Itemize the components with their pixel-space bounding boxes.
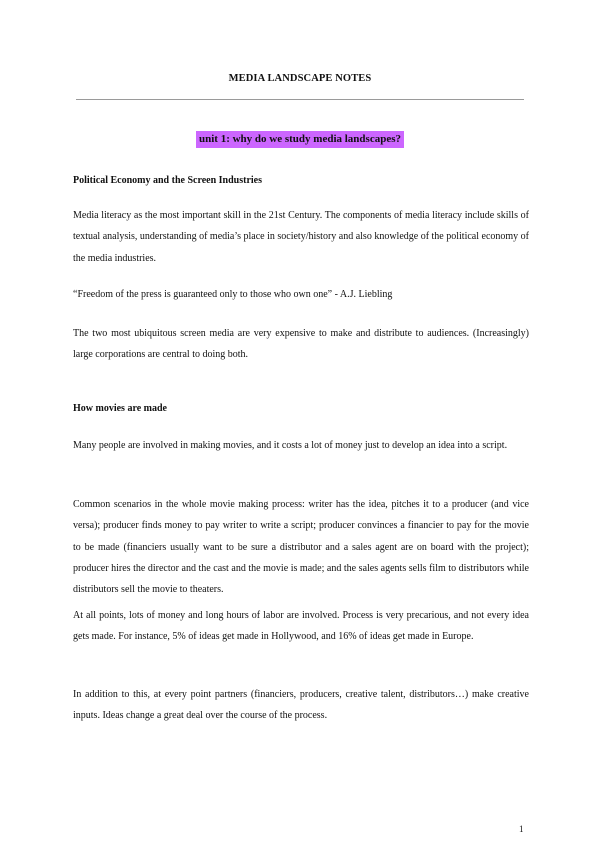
- unit-heading-row: [0, 129, 600, 148]
- paragraph-liebling-quote: “Freedom of the press is guaranteed only to those who own one” - A.J. Liebling: [73, 289, 393, 300]
- paragraph-screen-media: The two most ubiquitous screen media are very expensive to make and distribute to audiences. (Increasingly) large corporations are central to doing both.: [73, 328, 529, 361]
- paragraph-money-and-labor: At all points, lots of money and long hours of labor are involved. Process is very precarious, and not every idea gets made. For instance, 5% of ideas get made in Hollywood, and 16% of ideas get made in Europe.: [73, 610, 529, 643]
- paragraph-creative-inputs: In addition to this, at every point partners (financiers, producers, creative talent, distributors…) make creative inputs. Ideas change a great deal over the course of the process.: [73, 689, 529, 722]
- paragraph-media-literacy: Media literacy as the most important skill in the 21st Century. The components of media literacy include skills of textual analysis, understanding of media’s place in society/history and also knowledge of the political economy of the media industries.: [73, 210, 529, 264]
- title-divider: [76, 99, 524, 100]
- section-heading-how-movies-are-made: How movies are made: [73, 403, 167, 414]
- section-heading-political-economy: Political Economy and the Screen Industries: [73, 175, 262, 186]
- unit-heading: unit 1: why do we study media landscapes?: [196, 131, 404, 148]
- document-title: MEDIA LANDSCAPE NOTES: [228, 73, 372, 84]
- paragraph-many-people: Many people are involved in making movies, and it costs a lot of money just to develop an idea into a script.: [73, 440, 508, 451]
- page-number: 1: [519, 824, 524, 834]
- paragraph-common-scenarios: Common scenarios in the whole movie making process: writer has the idea, pitches it to a producer (and vice versa); producer finds money to pay writer to write a script; producer convinces a financier to pay for the movie to be made (financiers usually want to be sure a distributor and a sales agent are on board with the project); producer hires the director and the cast and the movie is made; and the sales agents sells film to distributors while distributors sell the movie to theaters.: [73, 499, 529, 596]
